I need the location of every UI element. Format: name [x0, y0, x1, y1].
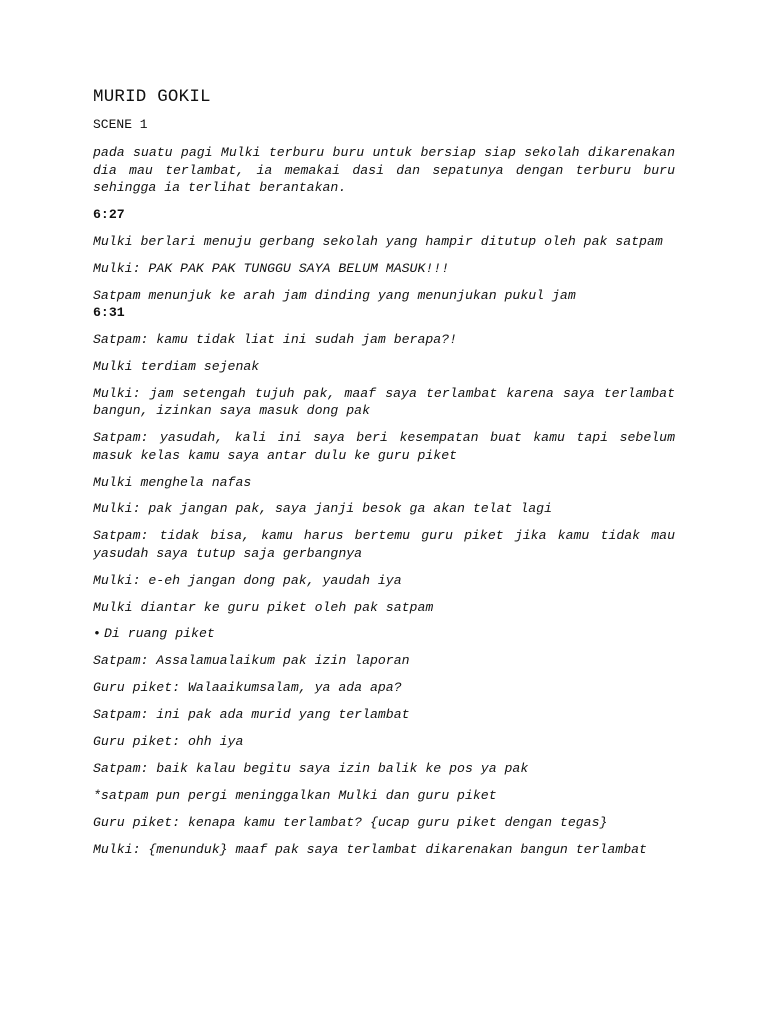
- script-line: Guru piket: Walaaikumsalam, ya ada apa?: [93, 680, 402, 696]
- script-line: Satpam: yasudah, kali ini saya beri kesempatan buat kamu tapi sebelum masuk kelas kamu saya antar dulu ke guru piket: [93, 430, 675, 463]
- script-line: Satpam: Assalamualaikum pak izin laporan: [93, 653, 410, 669]
- scene-bullet: [93, 625, 675, 643]
- script-line: Mulki: jam setengah tujuh pak, maaf saya terlambat karena saya terlambat bangun, izinkan saya masuk dong pak: [93, 385, 675, 419]
- script-line: Mulki diantar ke guru piket oleh pak satpam: [93, 599, 434, 615]
- intro-paragraph: pada suatu pagi Mulki terburu buru untuk bersiap siap sekolah dikarenakan dia mau terlambat, ia memakai dasi dan sepatunya dengan terburu buru sehingga ia terlihat berantakan.: [93, 145, 675, 195]
- script-line: Mulki: pak jangan pak, saya janji besok ga akan telat lagi: [93, 501, 552, 517]
- bullet-icon: •: [93, 626, 101, 642]
- script-line: Guru piket: kenapa kamu terlambat? {ucap guru piket dengan tegas}: [93, 814, 608, 830]
- script-line: Mulki: PAK PAK PAK TUNGGU SAYA BELUM MASUK!!!: [93, 260, 450, 276]
- script-line: Mulki terdiam sejenak: [93, 358, 260, 374]
- script-line-text: Satpam menunjuk ke arah jam dinding yang menunjukan pukul jam: [93, 287, 576, 303]
- bullet-text: Di ruang piket: [104, 626, 215, 642]
- script-line: Mulki berlari menuju gerbang sekolah yang hampir ditutup oleh pak satpam: [93, 233, 663, 249]
- script-line: [93, 287, 675, 322]
- scene-heading: SCENE 1: [93, 117, 148, 132]
- document-title: MURID GOKIL: [93, 87, 211, 107]
- script-line: Mulki menghela nafas: [93, 474, 252, 490]
- script-line: Satpam: kamu tidak liat ini sudah jam berapa?!: [93, 331, 458, 347]
- time-stamp: 6:27: [93, 206, 125, 222]
- time-stamp: 6:31: [93, 305, 125, 321]
- script-line: Guru piket: ohh iya: [93, 734, 244, 750]
- document-body: [93, 86, 675, 867]
- script-line: Satpam: ini pak ada murid yang terlambat: [93, 707, 410, 723]
- script-line: Satpam: tidak bisa, kamu harus bertemu guru piket jika kamu tidak mau yasudah saya tutup saja gerbangnya: [93, 528, 675, 561]
- script-line: Satpam: baik kalau begitu saya izin balik ke pos ya pak: [93, 760, 529, 776]
- script-line: Mulki: {menunduk} maaf pak saya terlambat dikarenakan bangun terlambat: [93, 841, 647, 857]
- script-line: *satpam pun pergi meninggalkan Mulki dan guru piket: [93, 787, 497, 803]
- script-line: Mulki: e-eh jangan dong pak, yaudah iya: [93, 572, 402, 588]
